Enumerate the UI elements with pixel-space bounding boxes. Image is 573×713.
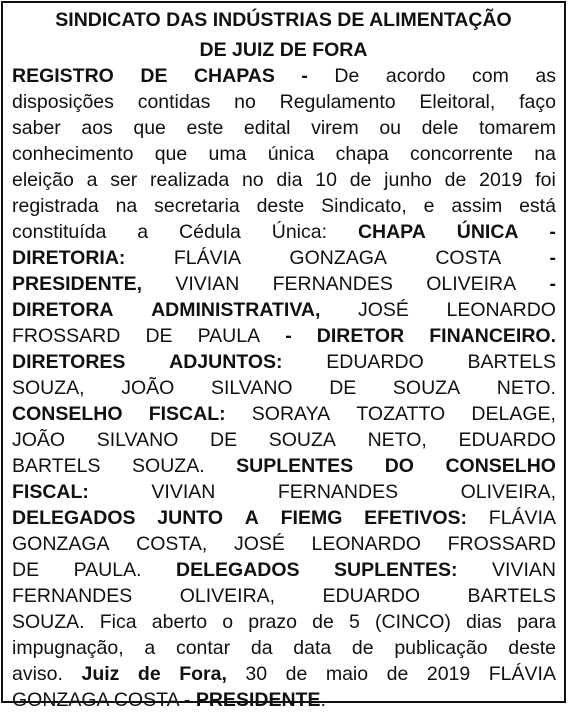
- notice-word: que: [154, 143, 188, 165]
- notice-word: DIRETORA: [12, 299, 114, 321]
- notice-word: DO: [384, 455, 414, 477]
- notice-word: PAULA.: [73, 559, 142, 581]
- notice-word: -: [549, 247, 556, 269]
- notice-word: ADJUNTOS:: [169, 351, 283, 373]
- notice-body: [12, 63, 556, 713]
- notice-word: EDUARDO: [458, 429, 556, 451]
- notice-word: -: [549, 221, 556, 243]
- notice-word: NETO,: [367, 429, 427, 451]
- notice-word: aos: [81, 117, 113, 139]
- notice-word: de: [312, 611, 334, 633]
- notice-line: [12, 427, 556, 453]
- notice-word: FLÁVIA: [488, 507, 556, 529]
- notice-word: LEONARDO: [311, 533, 421, 555]
- notice-word: FISCAL:: [148, 403, 226, 425]
- notice-word: PAULA: [197, 325, 261, 347]
- notice-line: [12, 661, 556, 687]
- notice-word: de: [351, 637, 374, 659]
- notice-word: BARTELS: [12, 455, 101, 477]
- notice-word: Única:: [271, 221, 328, 243]
- notice-word: EDUARDO: [326, 351, 424, 373]
- notice-word: DIRETORIA:: [12, 247, 126, 269]
- notice-word: na: [115, 195, 138, 217]
- notice-word: eleição: [12, 169, 74, 191]
- notice-word: ser: [110, 169, 138, 191]
- notice-word: disposições: [12, 91, 114, 113]
- notice-word: SORAYA: [251, 403, 331, 425]
- notice-word: COSTA,: [136, 533, 208, 555]
- notice-word: dias: [466, 611, 502, 633]
- notice-word: DELEGADOS: [176, 559, 300, 581]
- notice-word: .: [320, 689, 326, 711]
- notice-word: DIRETORES: [12, 351, 126, 373]
- notice-word: ÚNICA: [456, 221, 519, 243]
- notice-word: saber: [12, 117, 61, 139]
- notice-word: VIVIAN: [175, 273, 240, 295]
- notice-word: CHAPA: [357, 221, 426, 243]
- notice-word: contar: [175, 637, 231, 659]
- notice-word: com: [472, 65, 509, 87]
- notice-word: REGISTRO: [12, 65, 114, 87]
- notice-word: CONSELHO: [12, 403, 123, 425]
- notice-word: DE: [140, 65, 168, 87]
- notice-line: [12, 453, 556, 479]
- notice-word: SOUZA.: [12, 611, 85, 633]
- notice-word: COSTA: [435, 247, 502, 269]
- notice-word: DE: [145, 325, 173, 347]
- notice-line: [12, 375, 556, 401]
- notice-word: de: [444, 169, 467, 191]
- notice-word: única: [267, 143, 315, 165]
- notice-word: de: [137, 663, 161, 685]
- notice-line: [12, 271, 556, 297]
- notice-word: junho: [384, 169, 432, 191]
- notice-word: dia: [276, 169, 303, 191]
- notice-word: e: [423, 195, 435, 217]
- notice-word: impugnação,: [12, 637, 124, 659]
- notice-line: [12, 193, 556, 219]
- notice-word: 5: [349, 611, 360, 633]
- notice-word: A: [244, 507, 259, 529]
- notice-word: PRESIDENTE,: [12, 273, 143, 295]
- notice-word: CONSELHO: [445, 455, 556, 477]
- notice-word: secretaria: [154, 195, 240, 217]
- notice-line: [12, 219, 556, 245]
- notice-word: JOSÉ: [358, 299, 409, 321]
- notice-word: OLIVEIRA: [426, 273, 517, 295]
- notice-word: FERNANDES: [277, 481, 399, 503]
- notice-word: GONZAGA COSTA -: [12, 689, 196, 711]
- notice-word: VIVIAN: [492, 559, 556, 581]
- notice-word: 2019: [479, 169, 523, 191]
- notice-word: 10: [315, 169, 337, 191]
- notice-word: prazo: [248, 611, 297, 633]
- notice-word: de: [285, 663, 308, 685]
- notice-word: virem: [311, 117, 359, 139]
- notice-word: que: [133, 117, 166, 139]
- notice-word: FROSSARD: [12, 325, 121, 347]
- notice-word: este: [186, 117, 224, 139]
- notice-word: assim: [451, 195, 503, 217]
- notice-word: deste: [256, 195, 305, 217]
- notice-word: -: [285, 325, 292, 347]
- notice-word: concorrente: [410, 143, 513, 165]
- notice-word: VIVIAN: [151, 481, 216, 503]
- notice-word: DELAGE,: [471, 403, 556, 425]
- notice-word: chapa: [335, 143, 389, 165]
- notice-word: JOÃO: [12, 429, 66, 451]
- notice-line: [12, 167, 556, 193]
- notice-word: foi: [535, 169, 556, 191]
- notice-word: dele: [421, 117, 459, 139]
- notice-word: DELEGADOS: [12, 507, 136, 529]
- notice-word: GONZAGA: [289, 247, 387, 269]
- notice-line: [12, 349, 556, 375]
- notice-word: uma: [208, 143, 247, 165]
- notice-word: FISCAL:: [12, 481, 89, 503]
- notice-word: ADMINISTRATIVA,: [151, 299, 321, 321]
- notice-word: Fica: [99, 611, 137, 633]
- notice-word: Juiz: [81, 663, 120, 685]
- notice-word: realizada: [150, 169, 230, 191]
- notice-word: SOUZA: [392, 377, 461, 399]
- notice-word: DE: [210, 429, 238, 451]
- notice-title-line-1: SINDICATO DAS INDÚSTRIAS DE ALIMENTAÇÃO: [55, 9, 512, 31]
- notice-word: deste: [508, 637, 556, 659]
- notice-line: [12, 401, 556, 427]
- notice-word: o: [222, 611, 234, 633]
- notice-word: 30: [245, 663, 268, 685]
- notice-word: a: [86, 169, 98, 191]
- notice-word: FINANCEIRO.: [429, 325, 556, 347]
- notice-word: -: [301, 65, 308, 87]
- notice-frame: [1, 1, 566, 711]
- notice-line: [12, 687, 556, 713]
- notice-word: Fora,: [179, 663, 227, 685]
- notice-word: as: [535, 65, 556, 87]
- notice-word: de: [349, 169, 372, 191]
- notice-word: acordo: [385, 65, 446, 87]
- notice-line: [12, 479, 556, 505]
- notice-word: para: [516, 611, 556, 633]
- notice-word: a: [144, 637, 156, 659]
- notice-word: BARTELS: [467, 585, 556, 607]
- notice-word: no: [241, 169, 264, 191]
- notice-word: SOUZA.: [132, 455, 205, 477]
- notice-word: FIEMG: [280, 507, 343, 529]
- notice-word: FLÁVIA: [488, 663, 556, 685]
- notice-word: JUNTO: [157, 507, 224, 529]
- notice-word: SILVANO: [96, 429, 179, 451]
- notice-word: SUPLENTES:: [334, 559, 458, 581]
- notice-word: CHAPAS: [193, 65, 275, 87]
- notice-word: De: [334, 65, 360, 87]
- notice-word: aberto: [151, 611, 208, 633]
- notice-line: [12, 505, 556, 531]
- notice-word: NETO.: [496, 377, 556, 399]
- notice-word: a: [137, 221, 149, 243]
- notice-line: [12, 609, 556, 635]
- notice-word: JOÃO: [121, 377, 175, 399]
- notice-word: -: [549, 273, 556, 295]
- notice-word: Eleitoral,: [419, 91, 496, 113]
- notice-word: EFETIVOS:: [364, 507, 468, 529]
- notice-word: da: [250, 637, 273, 659]
- notice-line: [12, 115, 556, 141]
- notice-word: na: [534, 143, 556, 165]
- notice-word: PRESIDENTE: [195, 689, 321, 711]
- notice-line: [12, 141, 556, 167]
- notice-word: FROSSARD: [447, 533, 556, 555]
- notice-word: OLIVEIRA,: [179, 585, 276, 607]
- notice-word: SILVANO: [210, 377, 293, 399]
- notice-word: tomarem: [479, 117, 556, 139]
- notice-word: edital: [243, 117, 291, 139]
- notice-line: [12, 297, 556, 323]
- notice-word: FERNANDES: [12, 585, 133, 607]
- notice-word: JOSÉ: [233, 533, 285, 555]
- notice-word: BARTELS: [467, 351, 556, 373]
- notice-word: SOUZA: [268, 429, 336, 451]
- notice-word: TOZATTO: [356, 403, 446, 425]
- notice-word: OLIVEIRA,: [460, 481, 556, 503]
- notice-word: Cédula: [179, 221, 241, 243]
- notice-word: conhecimento: [12, 143, 134, 165]
- notice-word: está: [519, 195, 556, 217]
- notice-word: ou: [379, 117, 402, 139]
- notice-word: publicação: [394, 637, 488, 659]
- notice-word: SOUZA,: [12, 377, 85, 399]
- notice-line: [12, 557, 556, 583]
- notice-word: constituída: [12, 221, 107, 243]
- notice-word: DE: [12, 559, 40, 581]
- notice-word: SUPLENTES: [236, 455, 354, 477]
- notice-word: LEONARDO: [446, 299, 556, 321]
- notice-word: de: [386, 663, 409, 685]
- notice-word: 2019: [426, 663, 471, 685]
- notice-line: [12, 245, 556, 271]
- notice-line: [12, 635, 556, 661]
- notice-word: Regulamento: [279, 91, 396, 113]
- notice-word: registrada: [12, 195, 99, 217]
- notice-word: FLÁVIA: [173, 247, 242, 269]
- notice-word: GONZAGA: [12, 533, 110, 555]
- notice-word: DIRETOR: [316, 325, 405, 347]
- notice-word: contidas: [137, 91, 211, 113]
- notice-word: data: [293, 637, 332, 659]
- notice-line: [12, 583, 556, 609]
- notice-word: no: [234, 91, 256, 113]
- notice-word: Sindicato,: [321, 195, 407, 217]
- notice-line: [12, 63, 556, 89]
- notice-word: maio: [325, 663, 369, 685]
- notice-word: DE: [329, 377, 357, 399]
- notice-line: [12, 89, 556, 115]
- notice-word: faço: [519, 91, 556, 113]
- notice-word: aviso.: [12, 663, 63, 685]
- notice-title-line-2: DE JUIZ DE FORA: [199, 39, 368, 61]
- notice-word: (CINCO): [375, 611, 451, 633]
- notice-line: [12, 531, 556, 557]
- notice-word: EDUARDO: [322, 585, 421, 607]
- notice-word: FERNANDES: [272, 273, 393, 295]
- notice-line: [12, 323, 556, 349]
